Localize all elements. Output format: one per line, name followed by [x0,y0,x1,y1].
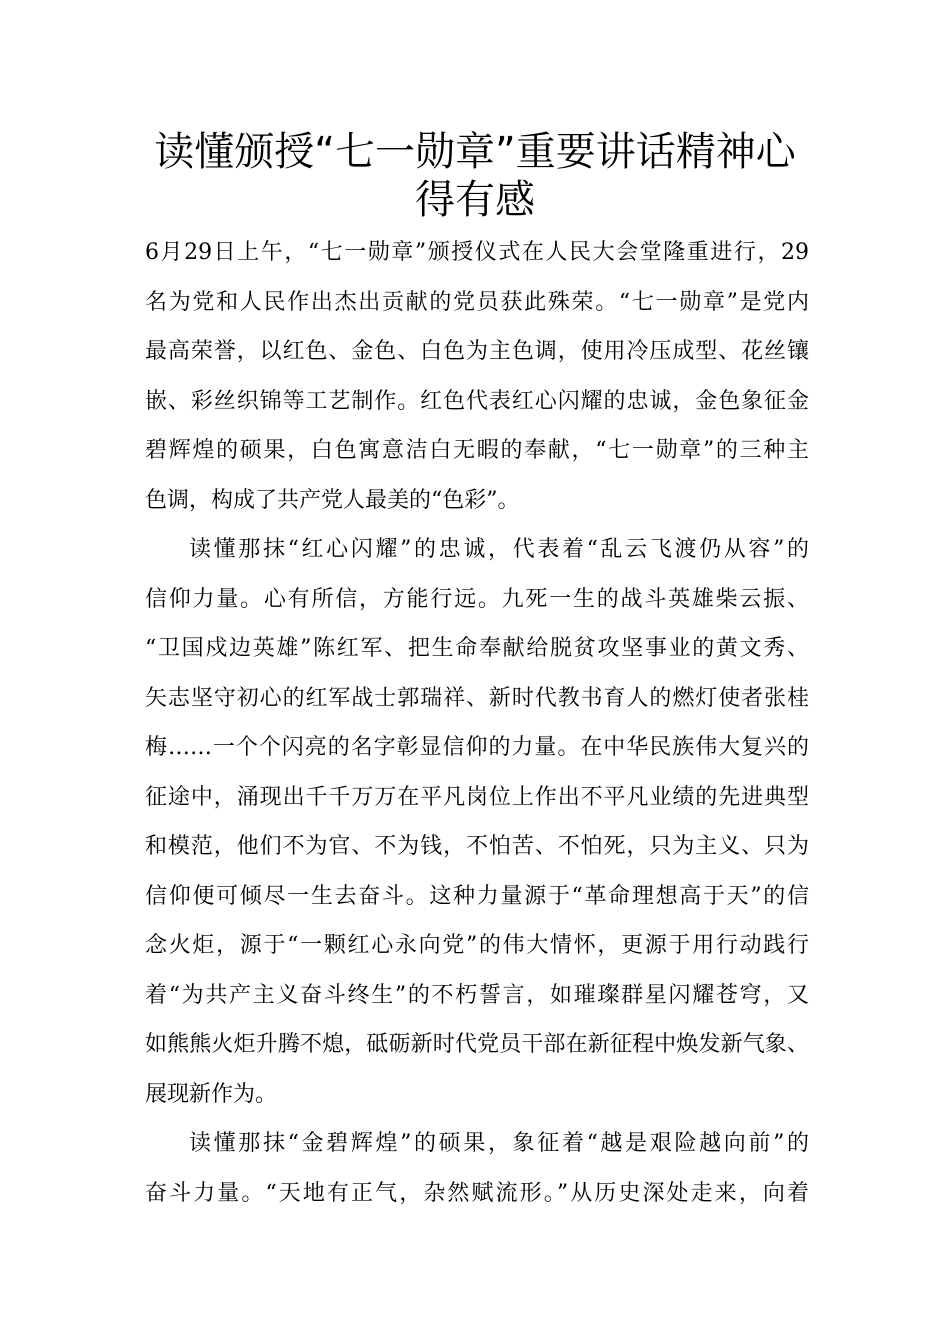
text-line: 征途中，涌现出千千万万在平凡岗位上作出不平凡业绩的先进典型 [145,784,809,810]
text-line: 念火炬，源于“一颗红心永向党”的伟大情怀，更源于用行动践行 [145,933,809,958]
text-line: 6月29日上午，“七一勋章”颁授仪式在人民大会堂隆重进行，29 [145,240,809,265]
text-line: 和模范，他们不为官、不为钱，不怕苦、不怕死，只为主义、只为 [145,834,809,859]
text-line: 碧辉煌的硕果，白色寓意洁白无暇的奉献，“七一勋章”的三种主 [145,438,809,463]
text-line: 色调，构成了共产党人最美的“色彩”。 [145,487,520,513]
text-line: 着“为共产主义奋斗终生”的不朽誓言，如璀璨群星闪耀苍穹，又 [145,982,809,1008]
text-line: 最高荣誉，以红色、金色、白色为主色调，使用冷压成型、花丝镶 [145,339,809,364]
text-line: 读懂那抹“金碧辉煌”的硕果，象征着“越是艰险越向前”的 [189,1131,809,1156]
text-line: “卫国戍边英雄”陈红军、把生命奉献给脱贫攻坚事业的黄文秀、 [145,636,809,661]
text-line: 展现新作为。 [145,1081,278,1107]
text-line: 矢志坚守初心的红军战士郭瑞祥、新时代教书育人的燃灯使者张桂 [145,685,809,711]
text-line: 如熊熊火炬升腾不熄，砥砺新时代党员干部在新征程中焕发新气象、 [145,1032,809,1057]
text-line: 奋斗力量。“天地有正气，杂然赋流形。”从历史深处走来，向着 [145,1180,809,1206]
document-body [145,228,809,1218]
text-line: 嵌、彩丝织锦等工艺制作。红色代表红心闪耀的忠诚，金色象征金 [145,388,809,414]
text-line: 读懂那抹“红心闪耀”的忠诚，代表着“乱云飞渡仍从容”的 [189,537,809,562]
title-line-2: 得有感 [415,177,535,223]
title-line-1: 读懂颁授“七一勋章”重要讲话精神心 [154,129,796,175]
text-line: 梅……一个个闪亮的名字彰显信仰的力量。在中华民族伟大复兴的 [145,735,809,760]
text-line: 信仰便可倾尽一生去奋斗。这种力量源于“革命理想高于天”的信 [145,883,809,909]
text-line: 信仰力量。心有所信，方能行远。九死一生的战斗英雄柴云振、 [145,586,809,612]
text-line: 名为党和人民作出杰出贡献的党员获此殊荣。“七一勋章”是党内 [145,289,809,315]
document-title [120,128,830,224]
